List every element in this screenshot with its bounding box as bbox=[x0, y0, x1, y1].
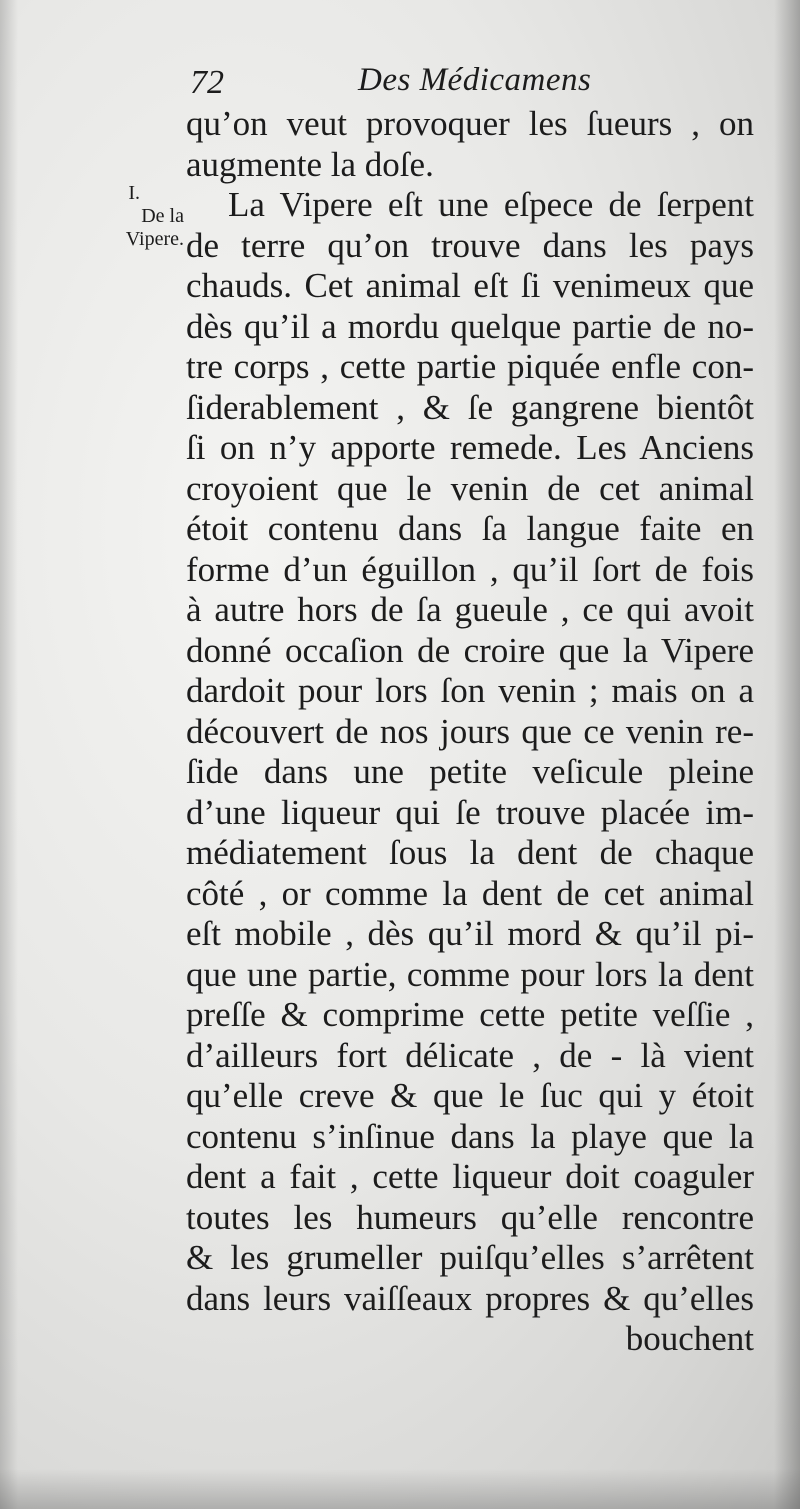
text-line: que une partie, comme pour lors la dent bbox=[186, 954, 754, 994]
body-text bbox=[186, 104, 754, 1360]
text-line: découvert de nos jours que ce venin re- bbox=[186, 711, 754, 751]
text-line: dardoit pour lors ſon venin ; mais on a bbox=[186, 671, 754, 710]
margin-note-line: De la bbox=[141, 205, 184, 227]
text-line: ſi on n’y apporte remede. Les Anciens bbox=[186, 428, 754, 467]
text-line: toutes les humeurs qu’elle rencontre bbox=[186, 1197, 754, 1237]
text-line: côté , or comme la dent de cet animal bbox=[186, 873, 754, 913]
text-line: eſt mobile , dès qu’il mord & qu’il pi- bbox=[186, 914, 754, 953]
text-line: d’une liqueur qui ſe trouve placée im- bbox=[186, 792, 754, 832]
text-line: à autre hors de ſa gueule , ce qui avoit bbox=[186, 590, 754, 629]
text-line: ſide dans une petite veſicule pleine bbox=[186, 752, 754, 791]
margin-note bbox=[100, 182, 184, 251]
text-line: chauds. Cet animal eſt ſi venimeux que bbox=[186, 266, 754, 305]
text-line: médiatement ſous la dent de chaque bbox=[186, 833, 754, 872]
text-line: tre corps , cette partie piquée enfle con- bbox=[186, 347, 754, 386]
text-line: preſſe & comprime cette petite veſſie , bbox=[186, 995, 754, 1034]
text-line: ſiderablement , & ſe gangrene bientôt bbox=[186, 387, 754, 427]
text-line: augmente la doſe. bbox=[186, 144, 434, 184]
text-line: dent a fait , cette liqueur doit coaguler bbox=[186, 1157, 754, 1196]
page-header bbox=[186, 60, 746, 106]
text-line: d’ailleurs fort délicate , de - là vient bbox=[186, 1035, 754, 1075]
text-line: de terre qu’on trouve dans les pays bbox=[186, 225, 754, 265]
text-line: qu’elle creve & que le ſuc qui y étoit bbox=[186, 1076, 754, 1115]
text-line: dès qu’il a mordu quelque partie de no- bbox=[186, 306, 754, 346]
text-line: étoit contenu dans ſa langue faite en bbox=[186, 509, 754, 548]
text-line: & les grumeller puiſqu’elles s’arrêtent bbox=[186, 1238, 754, 1277]
running-head: Des Médicamens bbox=[358, 62, 592, 98]
text-line: La Vipere eſt une eſpece de ſerpent bbox=[228, 185, 754, 224]
catchword: bouchent bbox=[625, 1319, 754, 1358]
text-line: forme d’un éguillon , qu’il ſort de fois bbox=[186, 549, 754, 589]
text-line: dans leurs vaiſſeaux propres & qu’elles bbox=[186, 1278, 754, 1318]
text-line: contenu s’inſinue dans la playe que la bbox=[186, 1116, 754, 1156]
text-line: qu’on veut provoquer les ſueurs , on bbox=[186, 104, 754, 143]
margin-note-number: I. bbox=[128, 182, 140, 204]
page-shadow-bottom bbox=[0, 1469, 800, 1509]
margin-note-line: Vipere. bbox=[125, 228, 184, 250]
text-line: croyoient que le venin de cet animal bbox=[186, 468, 754, 508]
page-shadow-left bbox=[0, 0, 18, 1509]
page-number: 72 bbox=[190, 64, 224, 101]
text-line: donné occaſion de croire que la Vipere bbox=[186, 630, 754, 670]
page-shadow-right bbox=[774, 0, 800, 1509]
